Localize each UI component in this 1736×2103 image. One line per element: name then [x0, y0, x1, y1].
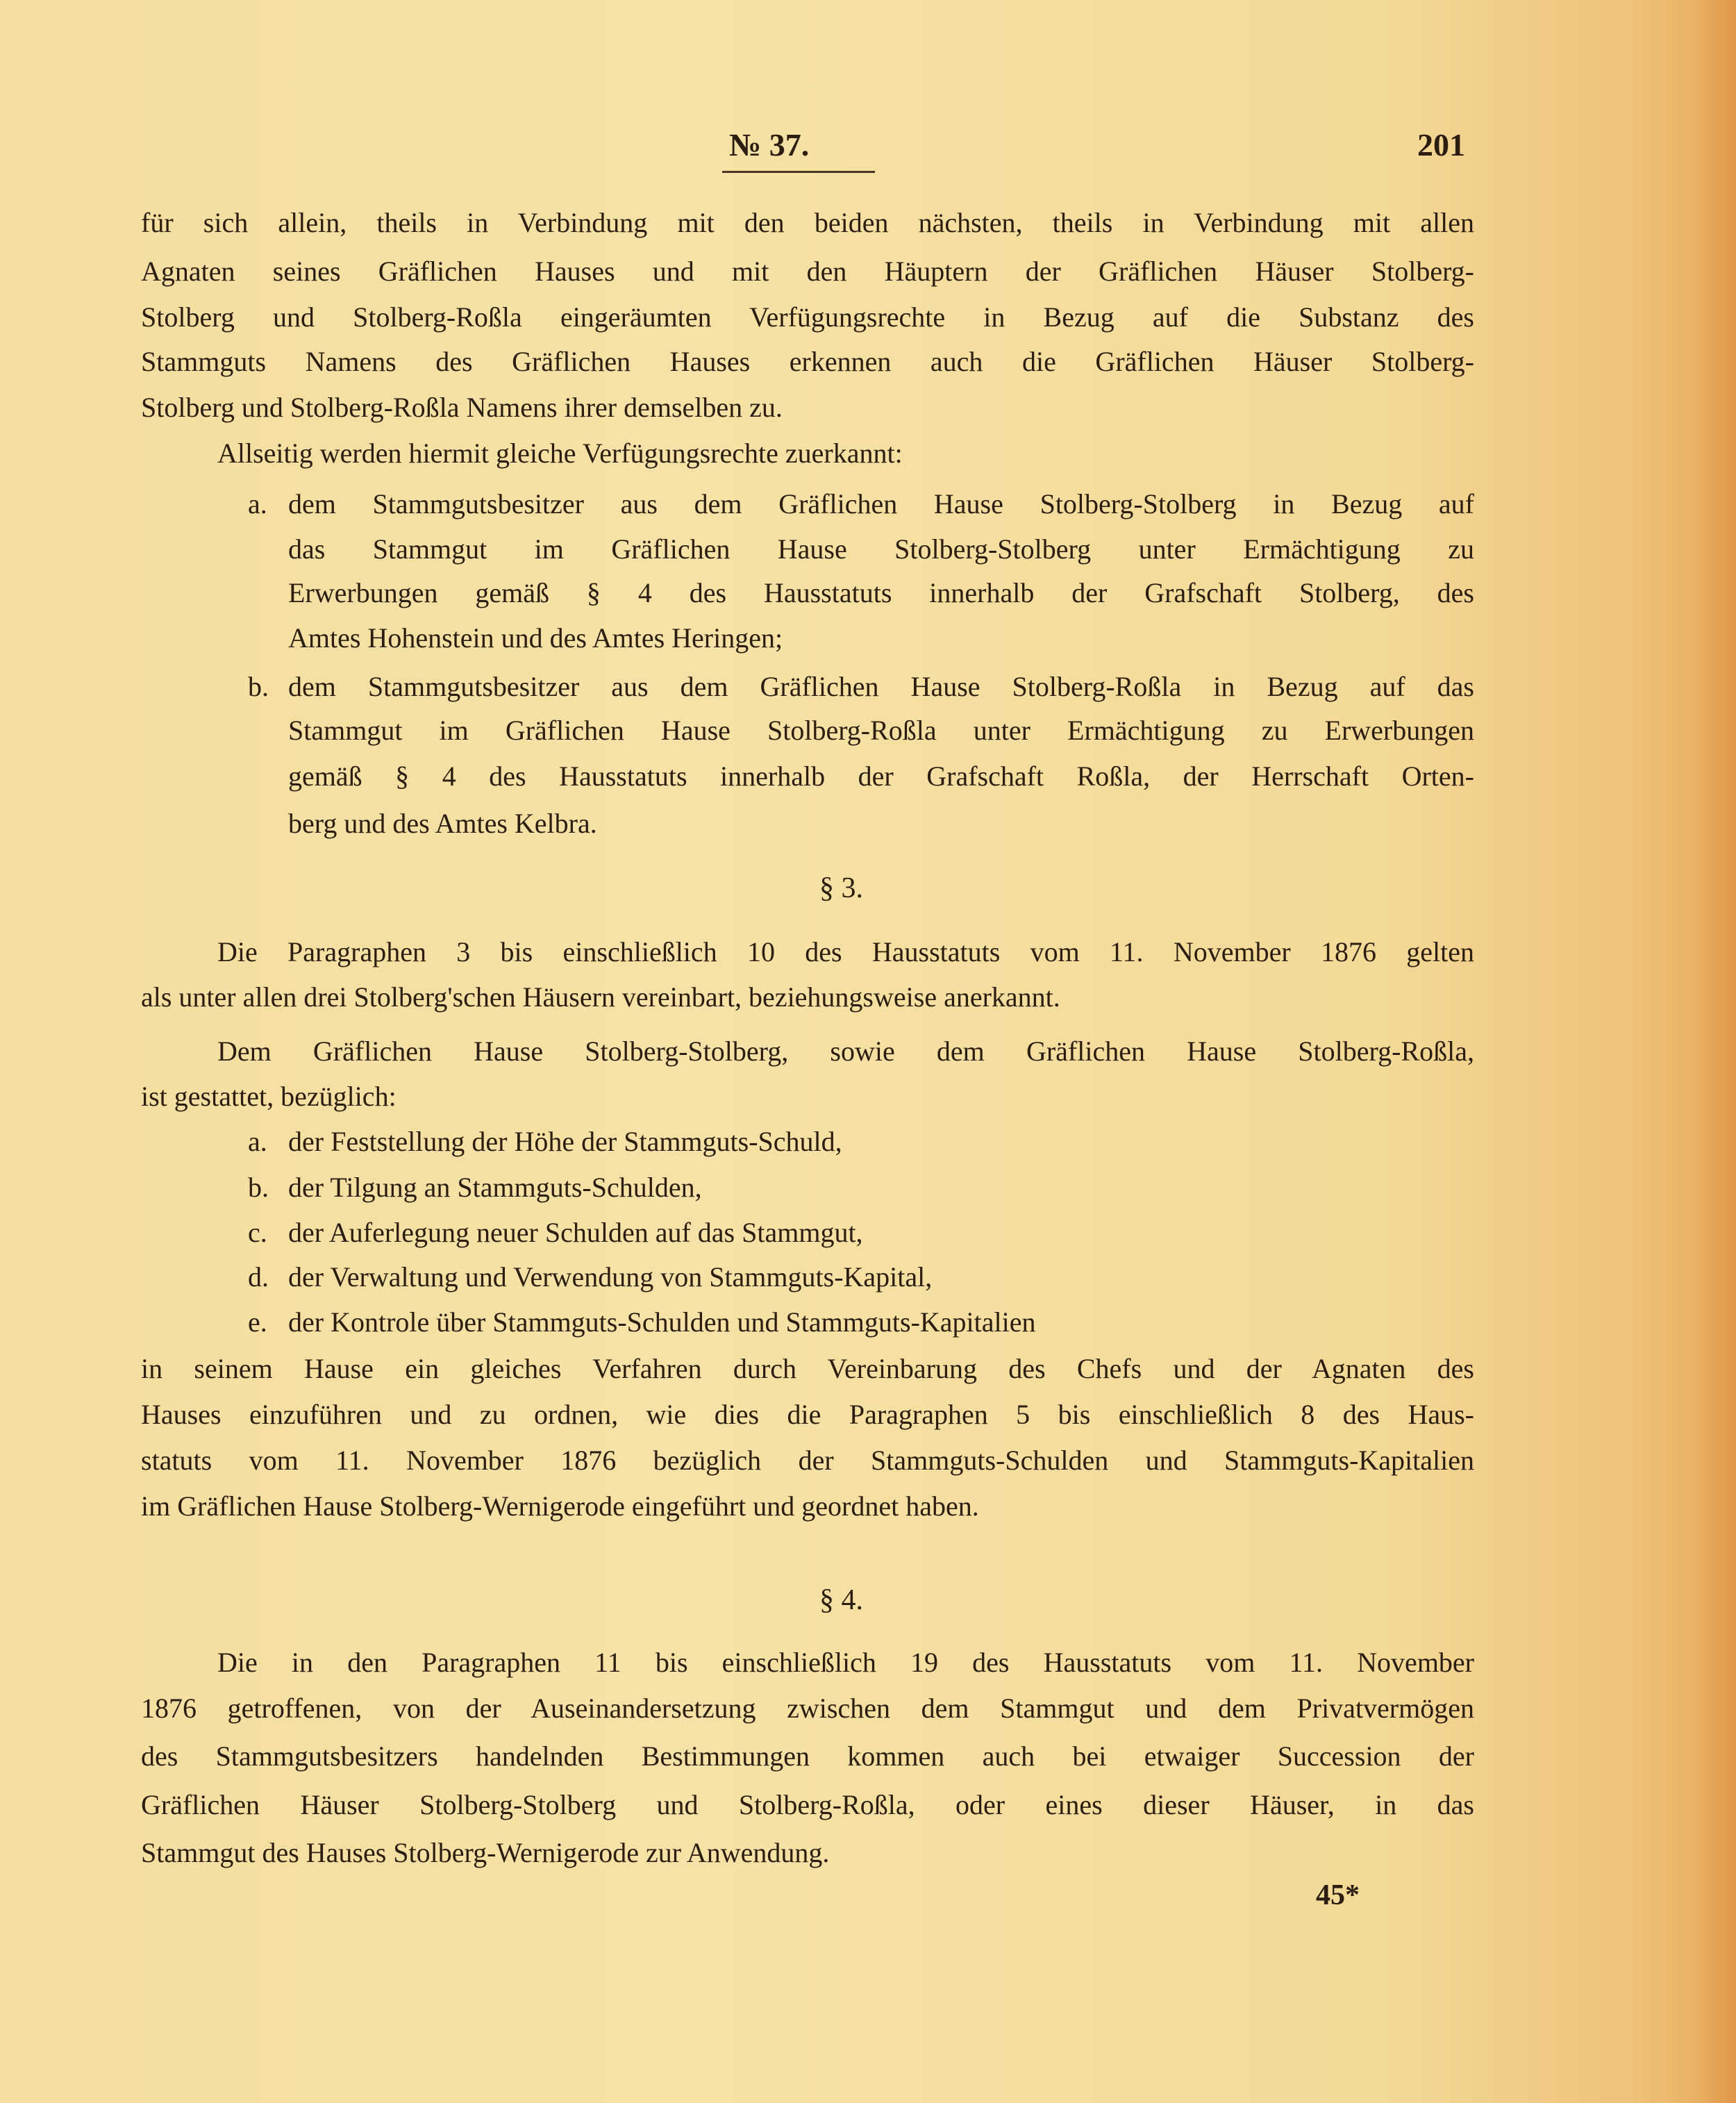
text-line: der Tilgung an Stammguts-Schulden, [288, 1172, 702, 1203]
text-line: Die Paragraphen 3 bis einschließlich 10 des Hausstatuts vom 11. November 1876 gelten [217, 936, 1474, 967]
text-line: Gräflichen Häuser Stolberg-Stolberg und Stolberg-Roßla, oder eines dieser Häuser, in das [141, 1789, 1474, 1820]
text-line: Die in den Paragraphen 11 bis einschließlich 19 des Hausstatuts vom 11. November [217, 1647, 1474, 1678]
text-line: das Stammgut im Gräflichen Hause Stolberg-Stolberg unter Ermächtigung zu [288, 533, 1474, 565]
text-line: dem Stammgutsbesitzer aus dem Gräflichen Hause Stolberg-Stolberg in Bezug auf [288, 488, 1474, 519]
list-marker: a. [248, 488, 267, 519]
text-line: statuts vom 11. November 1876 bezüglich der Stammguts-Schulden und Stammguts-Kapitalien [141, 1445, 1474, 1476]
page-edge-discoloration [1694, 0, 1736, 2103]
text-line: dem Stammgutsbesitzer aus dem Gräflichen Hause Stolberg-Roßla in Bezug auf das [288, 671, 1474, 702]
list-marker: b. [248, 1172, 269, 1203]
text-line: berg und des Amtes Kelbra. [288, 808, 597, 839]
signature-mark: 45* [1316, 1879, 1360, 1911]
list-marker: a. [248, 1126, 267, 1157]
text-line: 1876 getroffenen, von der Auseinandersetzung zwischen dem Stammgut und dem Privatvermögen [141, 1693, 1474, 1724]
list-marker: d. [248, 1261, 269, 1292]
text-line: gemäß § 4 des Hausstatuts innerhalb der Grafschaft Roßla, der Herrschaft Orten- [288, 760, 1474, 792]
text-line: Stammgut des Hauses Stolberg-Wernigerode zur Anwendung. [141, 1837, 830, 1868]
text-line: im Gräflichen Hause Stolberg-Wernigerode eingeführt und geordnet haben. [141, 1490, 979, 1522]
list-marker: c. [248, 1217, 267, 1248]
text-line: der Verwaltung und Verwendung von Stammguts-Kapital, [288, 1261, 933, 1292]
text-line: für sich allein, theils in Verbindung mit den beiden nächsten, theils in Verbindung mit allen [141, 207, 1474, 238]
text-line: Amtes Hohenstein und des Amtes Heringen; [288, 622, 783, 654]
text-line: Dem Gräflichen Hause Stolberg-Stolberg, sowie dem Gräflichen Hause Stolberg-Roßla, [217, 1036, 1474, 1067]
section-heading-4: § 4. [819, 1584, 863, 1616]
text-line: der Feststellung der Höhe der Stammguts-Schuld, [288, 1126, 842, 1157]
header-rule [722, 171, 875, 173]
text-line: in seinem Hause ein gleiches Verfahren durch Vereinbarung des Chefs und der Agnaten des [141, 1353, 1474, 1384]
text-line: Agnaten seines Gräflichen Hauses und mit den Häuptern der Gräflichen Häuser Stolberg- [141, 256, 1474, 287]
text-line: der Auferlegung neuer Schulden auf das Stammgut, [288, 1217, 863, 1248]
issue-number: № 37. [729, 127, 810, 163]
text-line: ist gestattet, bezüglich: [141, 1081, 397, 1112]
list-marker: e. [248, 1306, 267, 1338]
text-line: Hauses einzuführen und zu ordnen, wie dies die Paragraphen 5 bis einschließlich 8 des Haus- [141, 1399, 1474, 1430]
text-line: Stammguts Namens des Gräflichen Hauses erkennen auch die Gräflichen Häuser Stolberg- [141, 346, 1474, 377]
text-line: Stolberg und Stolberg-Roßla eingeräumten Verfügungsrechte in Bezug auf die Substanz des [141, 301, 1474, 333]
text-line: Allseitig werden hiermit gleiche Verfügungsrechte zuerkannt: [217, 438, 903, 469]
text-line: Erwerbungen gemäß § 4 des Hausstatuts innerhalb der Grafschaft Stolberg, des [288, 577, 1474, 608]
section-heading-3: § 3. [819, 872, 863, 904]
text-line: Stammgut im Gräflichen Hause Stolberg-Roßla unter Ermächtigung zu Erwerbungen [288, 715, 1474, 746]
text-line: Stolberg und Stolberg-Roßla Namens ihrer demselben zu. [141, 392, 783, 423]
page-number: 201 [1417, 127, 1465, 163]
list-marker: b. [248, 671, 269, 702]
text-line: des Stammgutsbesitzers handelnden Bestimmungen kommen auch bei etwaiger Succession der [141, 1740, 1474, 1772]
text-line: als unter allen drei Stolberg'schen Häusern vereinbart, beziehungsweise anerkannt. [141, 981, 1060, 1013]
text-line: der Kontrole über Stammguts-Schulden und Stammguts-Kapitalien [288, 1306, 1036, 1338]
